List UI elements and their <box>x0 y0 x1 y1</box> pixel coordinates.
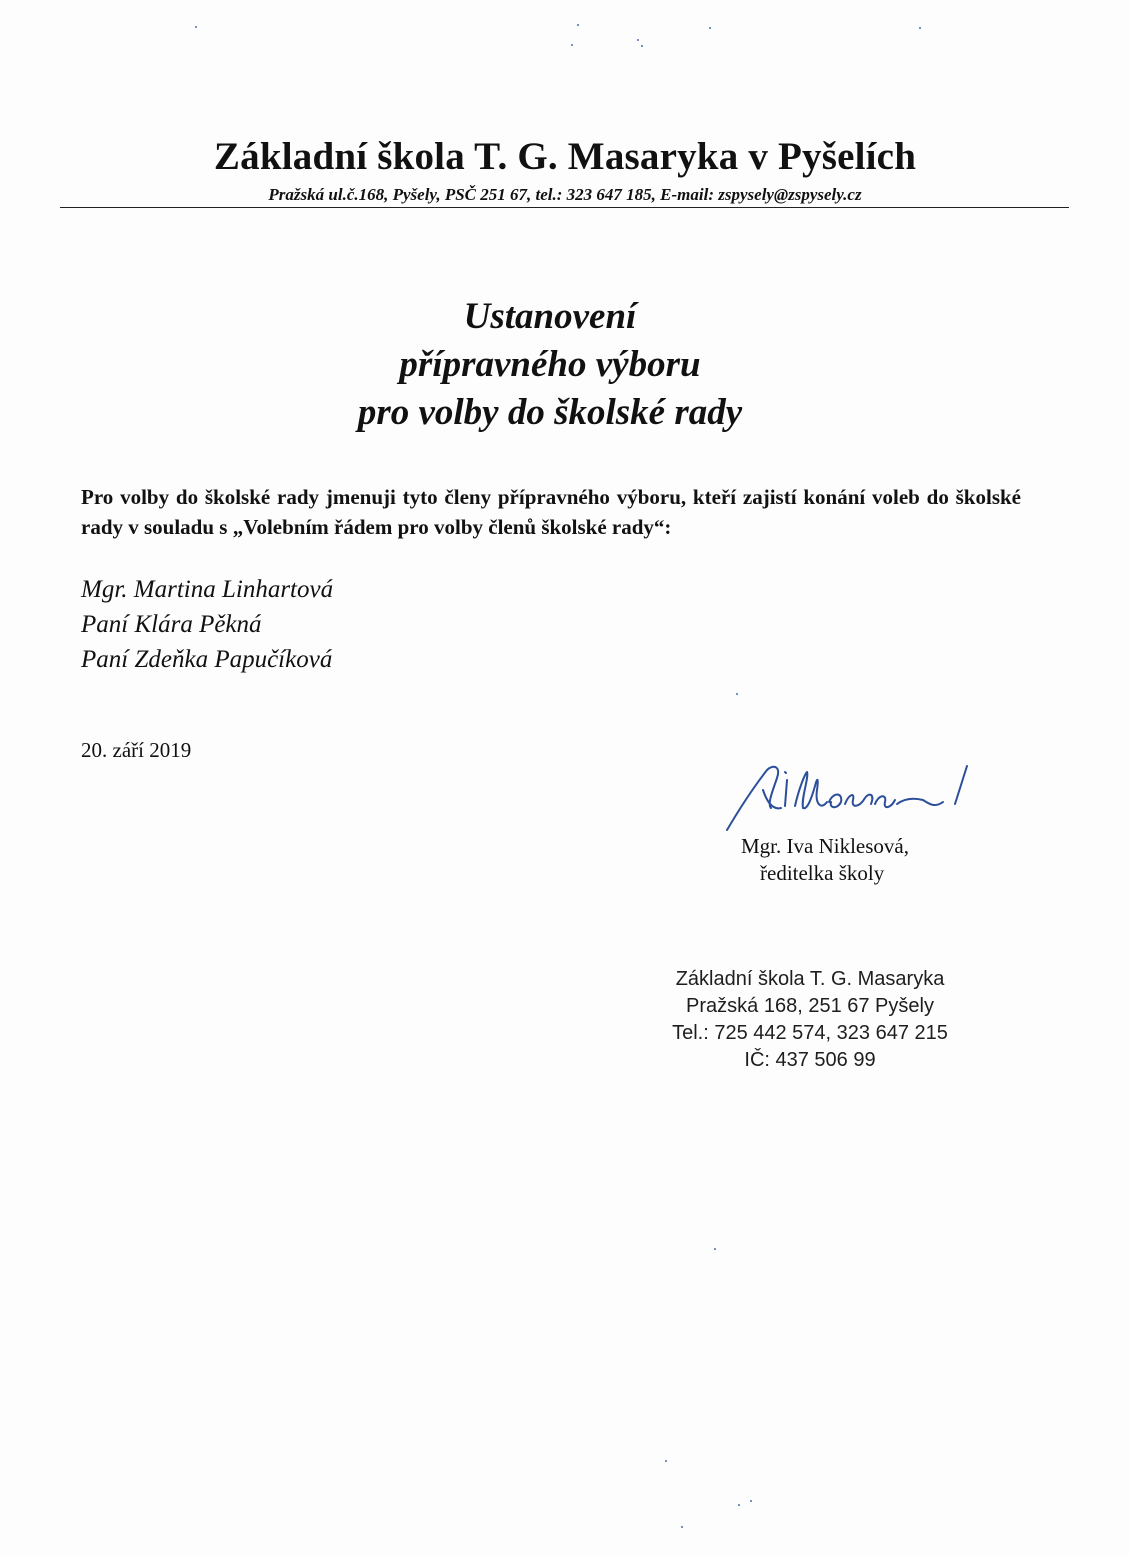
committee-member: Paní Zdeňka Papučíková <box>81 646 333 673</box>
scan-speck <box>637 39 639 41</box>
document-title-line: pro volby do školské rady <box>357 392 743 433</box>
stamp-line: IČ: 437 506 99 <box>744 1049 876 1071</box>
school-name: Základní škola T. G. Masaryka v Pyšelích <box>213 135 917 178</box>
school-stamp <box>640 966 980 1074</box>
scan-speck <box>919 27 921 29</box>
document-title-line: Ustanovení <box>463 296 637 337</box>
school-contact-line: Pražská ul.č.168, Pyšely, PSČ 251 67, tel.: 323 647 185, E-mail: zspysely@zspysely.cz <box>268 185 862 204</box>
intro-paragraph: Pro volby do školské rady jmenuji tyto členy přípravného výboru, kteří zajistí konání voleb do školské rady v souladu s „Volebním řádem pro volby členů školské rady“: <box>81 485 1021 539</box>
scan-speck <box>738 1504 740 1506</box>
scan-speck <box>641 45 643 47</box>
letterhead-divider <box>60 207 1069 208</box>
signer-name: Mgr. Iva Niklesová, <box>741 834 909 858</box>
document-date: 20. září 2019 <box>81 738 192 762</box>
scan-speck <box>736 693 738 695</box>
signer-role: ředitelka školy <box>760 861 885 885</box>
scan-speck <box>714 1248 716 1250</box>
document-title <box>0 293 1100 437</box>
stamp-line: Pražská 168, 251 67 Pyšely <box>686 995 934 1017</box>
committee-member: Mgr. Martina Linhartová <box>81 576 334 603</box>
scan-speck <box>681 1526 683 1528</box>
scan-speck <box>665 1460 667 1462</box>
scan-speck <box>709 27 711 29</box>
scan-speck <box>195 26 197 28</box>
scan-speck <box>577 24 579 26</box>
scan-speck <box>750 1500 752 1502</box>
committee-members-list <box>81 572 333 677</box>
stamp-line: Tel.: 725 442 574, 323 647 215 <box>672 1022 948 1044</box>
stamp-line: Základní škola T. G. Masaryka <box>675 968 945 990</box>
document-title-line: přípravného výboru <box>399 344 701 385</box>
scan-speck <box>571 44 573 46</box>
committee-member: Paní Klára Pěkná <box>81 611 262 638</box>
